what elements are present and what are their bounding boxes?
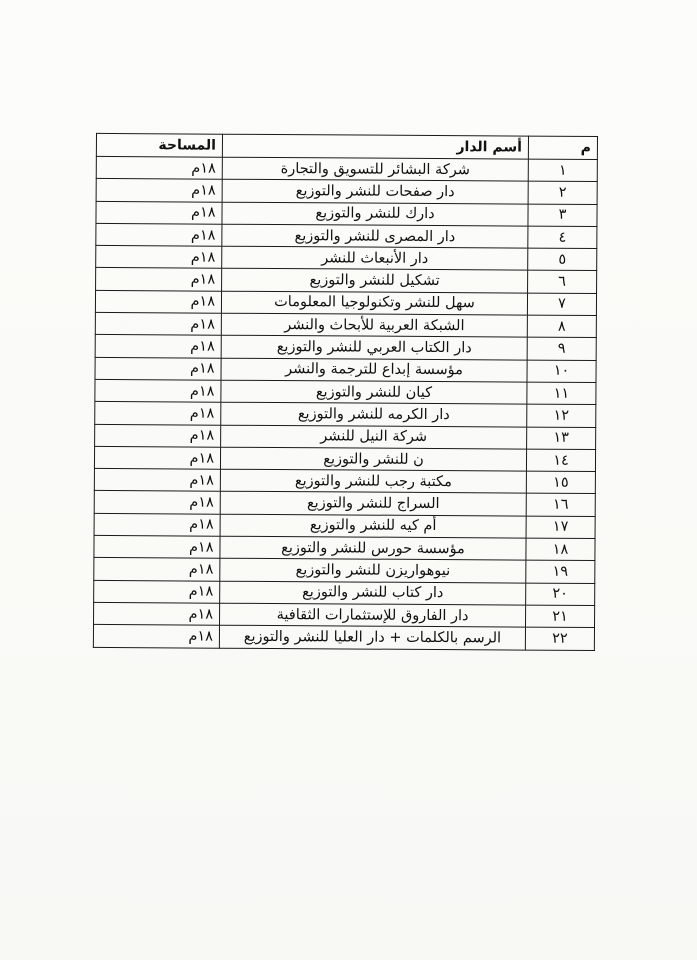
row-number: ١٩ [526, 560, 595, 583]
row-number: ٣ [528, 204, 597, 227]
table-row [94, 513, 595, 538]
publishers-table [93, 133, 598, 651]
row-area: ١٨م [94, 469, 220, 492]
table-row [96, 223, 597, 248]
row-number: ١٥ [526, 471, 595, 494]
table-row [94, 558, 595, 583]
row-number: ١٦ [526, 494, 595, 517]
row-house-name: الرسم بالكلمات + دار العليا للنشر والتوزيع [219, 625, 525, 649]
row-house-name: نيوهواريزن للنشر والتوزيع [220, 559, 526, 583]
row-area: ١٨م [96, 268, 222, 291]
row-house-name: دارك للنشر والتوزيع [222, 202, 528, 226]
table-row [96, 179, 597, 204]
table-row [95, 402, 596, 427]
table-header [96, 133, 597, 159]
row-area: ١٨م [95, 335, 221, 358]
row-house-name: دار كتاب للنشر والتوزيع [220, 581, 526, 605]
row-house-name: مؤسسة إبداع للترجمة والنشر [221, 358, 527, 382]
header-row [96, 133, 597, 159]
table-row [96, 246, 597, 271]
row-number: ٤ [528, 226, 597, 249]
table-row [95, 424, 596, 449]
row-area: ١٨م [93, 625, 219, 648]
table-row [95, 335, 596, 360]
table-row [95, 313, 596, 338]
header-number: م [528, 136, 597, 159]
table-row [93, 625, 594, 650]
row-number: ٢ [528, 181, 597, 204]
row-house-name: السراج للنشر والتوزيع [220, 492, 526, 516]
table-row [95, 290, 596, 315]
row-number: ١٤ [526, 449, 595, 472]
row-house-name: ن للنشر والتوزيع [221, 447, 527, 471]
row-house-name: مؤسسة حورس للنشر والتوزيع [220, 536, 526, 560]
row-area: ١٨م [94, 491, 220, 514]
row-number: ٩ [527, 337, 596, 360]
row-number: ١١ [527, 382, 596, 405]
table-row [95, 379, 596, 404]
table-row [94, 602, 595, 627]
row-area: ١٨م [94, 446, 220, 469]
table-row [94, 535, 595, 560]
row-house-name: كيان للنشر والتوزيع [221, 380, 527, 404]
row-number: ٧ [527, 293, 596, 316]
row-house-name: دار المصرى للنشر والتوزيع [222, 224, 528, 248]
row-area: ١٨م [94, 580, 220, 603]
row-area: ١٨م [95, 424, 221, 447]
row-area: ١٨م [96, 179, 222, 202]
row-area: ١٨م [95, 290, 221, 313]
row-house-name: شركة النيل للنشر [221, 425, 527, 449]
row-area: ١٨م [95, 402, 221, 425]
row-area: ١٨م [95, 357, 221, 380]
row-area: ١٨م [94, 535, 220, 558]
row-area: ١٨م [95, 313, 221, 336]
table-row [96, 156, 597, 181]
row-house-name: سهل للنشر وتكنولوجيا المعلومات [221, 291, 527, 315]
row-number: ٢٢ [525, 627, 594, 650]
row-area: ١٨م [94, 558, 220, 581]
row-number: ٥ [528, 248, 597, 271]
table-row [94, 491, 595, 516]
row-number: ١٨ [526, 538, 595, 561]
table-row [95, 357, 596, 382]
row-house-name: دار الفاروق للإستثمارات الثقافية [220, 603, 526, 627]
header-house-name: أسم الدار [222, 134, 528, 159]
row-area: ١٨م [96, 201, 222, 224]
row-area: ١٨م [94, 513, 220, 536]
row-number: ٨ [527, 315, 596, 338]
row-number: ١٣ [527, 427, 596, 450]
table-row [96, 268, 597, 293]
row-number: ١ [528, 159, 597, 182]
row-house-name: دار الكرمه للنشر والتوزيع [221, 402, 527, 426]
row-area: ١٨م [95, 379, 221, 402]
row-house-name: أم كيه للنشر والتوزيع [220, 514, 526, 538]
row-area: ١٨م [96, 156, 222, 179]
row-number: ١٧ [526, 516, 595, 539]
row-house-name: دار الكتاب العربي للنشر والتوزيع [221, 336, 527, 360]
row-number: ٢١ [525, 605, 594, 628]
row-house-name: تشكيل للنشر والتوزيع [222, 269, 528, 293]
row-number: ١٢ [527, 404, 596, 427]
row-house-name: دار الأنبعاث للنشر [222, 246, 528, 270]
header-area: المساحة [96, 133, 222, 157]
row-number: ٢٠ [526, 583, 595, 606]
row-house-name: مكتبة رجب للنشر والتوزيع [220, 469, 526, 493]
table-row [94, 469, 595, 494]
row-house-name: الشبكة العربية للأبحاث والنشر [221, 313, 527, 337]
row-number: ١٠ [527, 360, 596, 383]
row-house-name: شركة البشائر للتسويق والتجارة [222, 157, 528, 181]
row-house-name: دار صفحات للنشر والتوزيع [222, 180, 528, 204]
row-area: ١٨م [96, 246, 222, 269]
table-row [94, 580, 595, 605]
table-row [96, 201, 597, 226]
row-number: ٦ [528, 271, 597, 294]
table-body [93, 156, 597, 650]
row-area: ١٨م [94, 602, 220, 625]
row-area: ١٨م [96, 223, 222, 246]
table-row [94, 446, 595, 471]
